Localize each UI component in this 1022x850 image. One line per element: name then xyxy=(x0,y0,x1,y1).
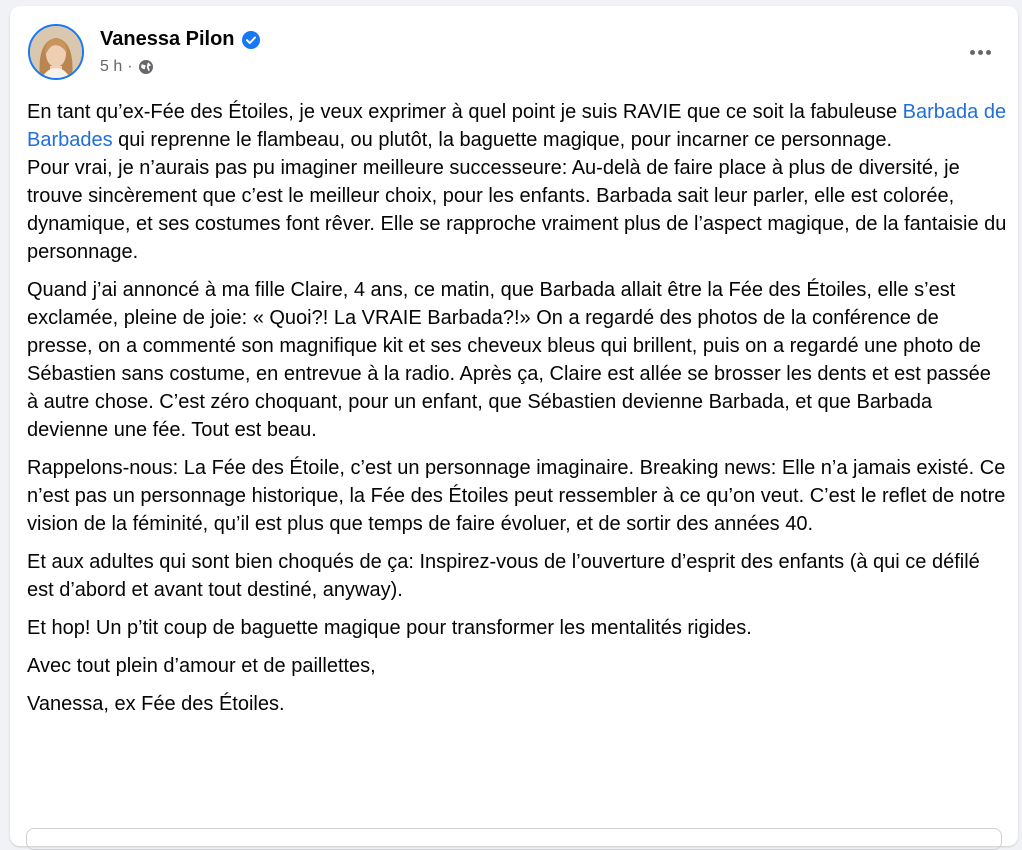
post-text xyxy=(27,98,1007,728)
post-timestamp[interactable]: 5 h xyxy=(100,58,123,75)
post-card xyxy=(10,6,1018,846)
avatar[interactable] xyxy=(28,24,84,80)
meta-separator: · xyxy=(127,58,133,75)
post-paragraph-4: Et aux adultes qui sont bien choqués de ça: Inspirez-vous de l’ouverture d’esprit des enfants (à qui ce défilé est d’abord et avant tout destiné, anyway). xyxy=(27,551,980,601)
post-paragraph-1 xyxy=(27,98,1007,266)
post-paragraph-5: Et hop! Un p’tit coup de baguette magique pour transformer les mentalités rigides. xyxy=(27,617,752,639)
more-options-icon[interactable] xyxy=(962,40,998,64)
text-segment: qui reprenne le flambeau, ou plutôt, la baguette magique, pour incarner ce personnage. xyxy=(112,129,893,151)
post-paragraph-6: Avec tout plein d’amour et de paillettes, xyxy=(27,655,376,677)
post-paragraph-2: Quand j’ai annoncé à ma fille Claire, 4 ans, ce matin, que Barbada allait être la Fée des Étoiles, elle s’est exclamée, pleine de joie: « Quoi?! La VRAIE Barbada?!» On a regardé des photos de la conférence de presse, on a commenté son magnifique kit et ses cheveux bleus qui brillent, puis on a regardé une photo de Sébastien sans costume, en entrevue à la radio. Après ça, Claire est allée se brosser les dents et est passée à autre chose. C’est zéro choquant, pour un enfant, que Sébastien devienne Barbada, et que Barbada devienne une fée. Tout est beau. xyxy=(27,279,991,441)
post-paragraph-3: Rappelons-nous: La Fée des Étoile, c’est un personnage imaginaire. Breaking news: Elle n’a jamais existé. Ce n’est pas un personnage historique, la Fée des Étoiles peut ressembler à ce qu’on veut. C’est le reflet de notre vision de la féminité, qu’il est plus que temps de faire évoluer, et de sortir des années 40. xyxy=(27,457,1006,535)
text-segment: Pour vrai, je n’aurais pas pu imaginer meilleure successeure: Au-delà de faire place à plus de diversité, je trouve sincèrement que c’est le meilleur choix, pour les enfants. Barbada sait leur parler, elle est colorée, dynamique, et ses costumes font rêver. Elle se rapproche vraiment plus de l’aspect magique, de la fantaisie du personnage. xyxy=(27,157,1007,263)
author-name[interactable]: Vanessa Pilon xyxy=(100,28,235,50)
globe-icon[interactable] xyxy=(138,59,154,75)
text-segment: En tant qu’ex-Fée des Étoiles, je veux exprimer à quel point je suis RAVIE que ce soit la fabuleuse xyxy=(27,101,903,123)
post-paragraph-7: Vanessa, ex Fée des Étoiles. xyxy=(27,693,285,715)
attachment-frame xyxy=(26,828,1002,850)
verified-badge-icon xyxy=(242,31,260,49)
mention-link[interactable]: Barbada de Barbades xyxy=(27,101,1007,151)
